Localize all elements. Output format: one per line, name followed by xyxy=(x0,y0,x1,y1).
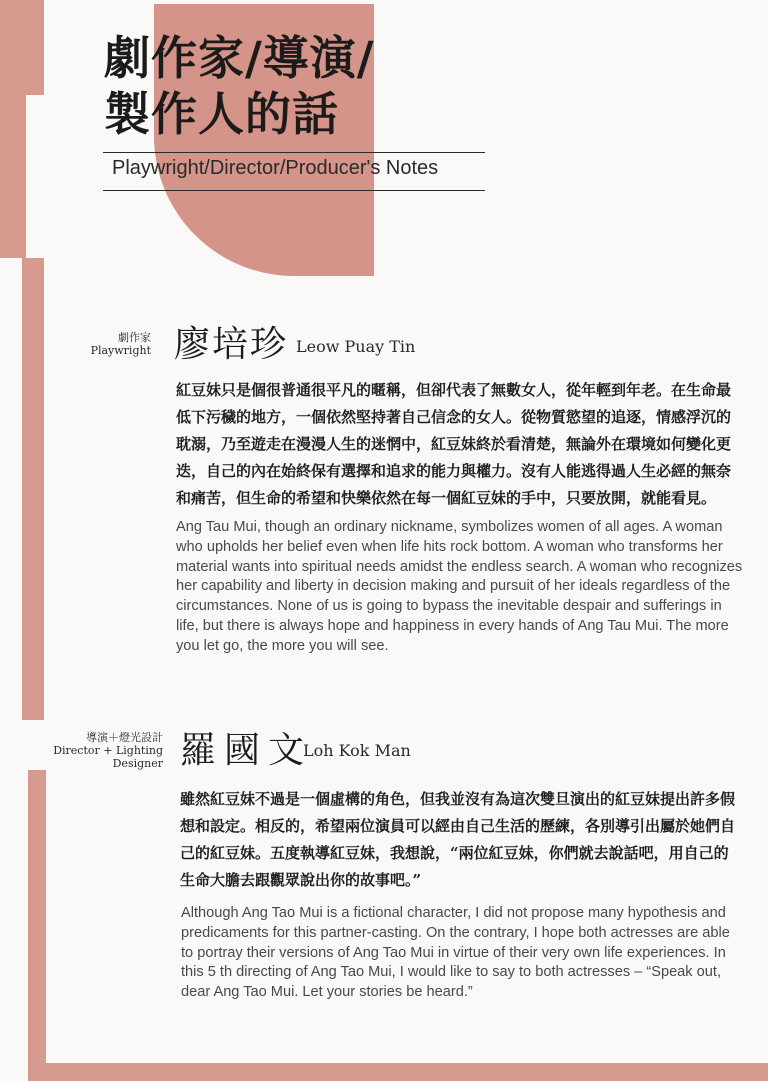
note-text-en: Ang Tau Mui, though an ordinary nickname, symbolizes women of all ages. A woman who upholds her belief even when life hits rock bottom. A woman who transforms her material wants into spiritual needs amidst the endless search. A woman who recognizes her capability and liberty in decision making and pursuit of her ideals regardless of the circumstances. None of us is going to bypass the inevitable despair and sufferings in life, but there is always hope and happiness in every hands of Ang Tau Mui. The more you let go, the more you will see. xyxy=(176,519,743,654)
note-text-zh: 雖然紅豆妹不過是一個虛構的角色，但我並沒有為這次雙旦演出的紅豆妹提出許多假想和設定。相反的，希望兩位演員可以經由自己生活的歷練，各別導引出屬於她們自己的紅豆妹。五度執導紅豆妹，我想說，“兩位紅豆妹，你們就去說話吧，用自己的生命大膽去跟觀眾說出你的故事吧。” xyxy=(180,790,736,889)
decorative-bar xyxy=(28,770,46,1081)
role-zh: 導演＋燈光設計 xyxy=(86,731,163,744)
divider xyxy=(103,152,485,153)
decorative-bar xyxy=(28,1063,768,1081)
title-line: 劇作家/導演/ xyxy=(104,31,375,85)
person-name-zh: 羅國文 xyxy=(180,730,313,771)
decorative-bar xyxy=(22,258,44,720)
page-subtitle: Playwright/Director/Producer's Notes xyxy=(112,157,439,179)
role-en: Director + Lighting xyxy=(53,744,163,757)
person-name-en: Loh Kok Man xyxy=(303,741,411,760)
note-text-zh: 紅豆妹只是個很普通很平凡的暱稱，但卻代表了無數女人，從年輕到年老。在生命最低下污穢的地方，一個依然堅持著自己信念的女人。從物質慾望的追逐，情感浮沉的耽溺，乃至遊走在漫漫人生的迷惘中，紅豆妹終於看清楚，無論外在環境如何變化更迭，自己的內在始終保有選擇和追求的能力與權力。沒有人能逃得過人生必經的無奈和痛苦，但生命的希望和快樂依然在每一個紅豆妹的手中，只要放開，就能看見。 xyxy=(176,381,732,507)
person-name-zh: 廖培珍 xyxy=(174,324,289,365)
role-en: Designer xyxy=(112,757,163,770)
page-title xyxy=(104,30,375,142)
role-zh: 劇作家 xyxy=(118,331,151,344)
decorative-bar xyxy=(0,0,26,258)
person-name-en: Leow Puay Tin xyxy=(296,337,416,356)
title-line: 製作人的話 xyxy=(104,87,339,141)
role-label xyxy=(52,731,163,770)
decorative-bar xyxy=(26,0,44,95)
role-label xyxy=(60,331,151,357)
note-text-en: Although Ang Tao Mui is a fictional character, I did not propose many hypothesis and predicaments for this partner-casting. On the contrary, I hope both actresses are able to portray their versions of Ang Tao Mui in virtue of their very own life experiences. In this 5 th directing of Ang Tao Mui, I would like to say to both actresses – “Speak out, dear Ang Tao Mui. Let your stories be heard.” xyxy=(181,905,730,1001)
role-en: Playwright xyxy=(90,344,151,357)
divider xyxy=(103,190,485,191)
